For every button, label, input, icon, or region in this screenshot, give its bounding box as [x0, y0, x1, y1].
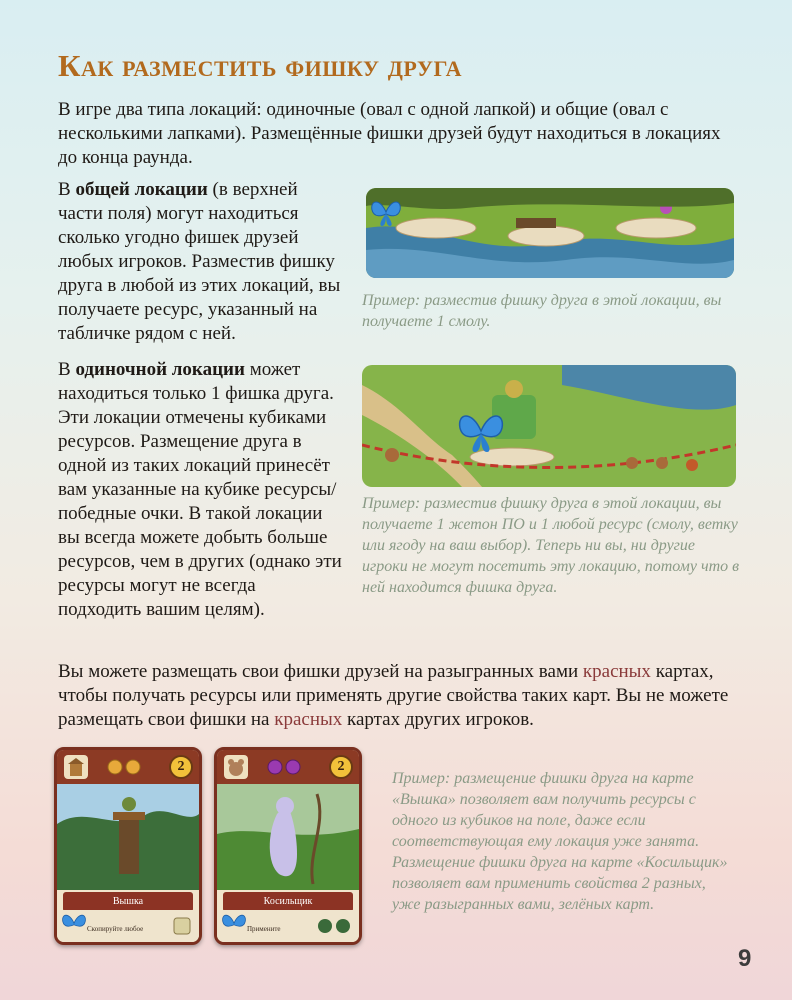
single-prefix: В: [58, 359, 76, 380]
card-name: Вышка: [63, 892, 193, 912]
butterfly-token-icon: [61, 912, 87, 936]
tower-art: [57, 784, 199, 890]
tower-construction-icon: [63, 754, 89, 780]
butterfly-token-icon: [370, 198, 402, 228]
red-para-part1: Вы можете размещать свои фишки друзей на разыгранных вами: [58, 661, 583, 682]
red-para-part3: картах других игроков.: [342, 709, 534, 730]
single-description: может находиться только 1 фишка друга. Эти локации отмечены кубиками ресурсов. Размещение друга в одной из таких локаций принесёт вам указанные на кубике ресурсы/победные очки. В такой локации вы всегда можете добыть больше ресурсов, чем в других (однако эти ресурсы могут не всегда подходить вашим целям).: [58, 359, 342, 620]
card-header: [217, 750, 359, 784]
berry-die-icon: [173, 917, 191, 935]
single-location-illustration: [362, 365, 736, 487]
shared-location-illustration: [366, 188, 734, 278]
card-footer: [57, 910, 199, 942]
shared-location-paragraph: [58, 178, 342, 346]
single-location-term: одиночной локации: [75, 359, 245, 380]
points-badge: 2: [169, 755, 193, 779]
butterfly-token-icon: [221, 912, 247, 936]
green-card-icon: [317, 917, 351, 935]
points-badge: 2: [329, 755, 353, 779]
single-location-paragraph: [58, 358, 342, 622]
caption-cards-example: Пример: размещение фишки друга на карте «Вышка» позволяет вам получить ресурсы с одного из кубиков на поле, даже если соответствующая ему локация уже занята. Размещение фишки друга на карте «Косильщик» позволяет вам применить свойства 2 разных, уже разыгранных вами, зелёных карт.: [392, 770, 728, 913]
mower-art: [217, 784, 359, 890]
berry-cost-icon: [267, 759, 303, 775]
card-effect-text: Скопируйте любое: [87, 925, 144, 933]
red-word: красных: [274, 709, 343, 730]
card-header: [57, 750, 199, 784]
page-number: 9: [738, 945, 752, 972]
butterfly-token-icon: [457, 410, 505, 455]
caption-single-example: Пример: разместив фишку друга в этой локации, вы получаете 1 жетон ПО и 1 любой ресурс (смолу, ветку или ягоду на ваш выбор). Теперь ни вы, ни другие игроки не могут посетить эту локацию, потому что в ней находится фишка друга.: [362, 495, 740, 596]
shared-description: (в верхней части поля) могут находиться сколько угодно фишек друзей любых игроков. Разместив фишку друга в любой из этих локаций, вы получаете ресурс, указанный на табличке рядом с ней.: [58, 179, 341, 344]
card-effect-text: Примените: [247, 925, 281, 933]
red-cards-paragraph: [58, 660, 738, 732]
red-para-part2: картах, чтобы получать ресурсы или применять другие свойства таких карт. Вы не можете размещать свои фишки на: [58, 661, 729, 730]
shared-location-term: общей локации: [75, 179, 208, 200]
card-name: Косильщик: [223, 892, 353, 912]
card-footer: [217, 910, 359, 942]
intro-paragraph: В игре два типа локаций: одиночные (овал с одной лапкой) и общие (овал с несколькими лапками). Размещённые фишки друзей будут находиться в локациях до конца раунда.: [58, 99, 721, 168]
page-title: Как разместить фишку друга: [58, 48, 462, 83]
resin-cost-icon: [107, 759, 143, 775]
red-word: красных: [582, 661, 651, 682]
shared-prefix: В: [58, 179, 76, 200]
card-mower: [214, 747, 362, 945]
card-tower: [54, 747, 202, 945]
mouse-critter-icon: [223, 754, 249, 780]
caption-shared-example: Пример: разместив фишку друга в этой локации, вы получаете 1 смолу.: [362, 292, 722, 330]
